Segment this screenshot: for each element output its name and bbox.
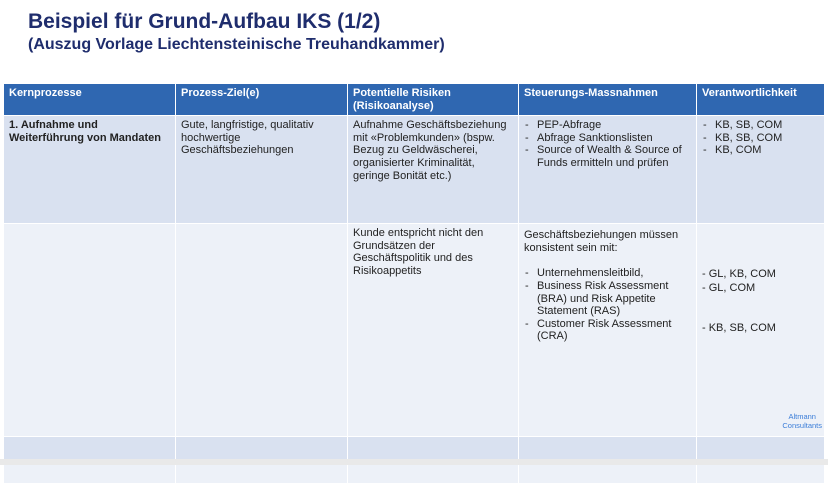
cell-empty [697,437,825,460]
spacer [702,295,819,322]
cell-measures [519,116,697,224]
cell-empty [348,437,519,460]
measures-list [524,267,691,343]
table-header-row [4,84,825,116]
list-item: - Source of Wealth & Source of Funds ermitteln und prüfen [524,144,691,169]
table-row [4,437,825,460]
cell-responsible [697,224,825,437]
header-potentielle-risiken: Potentielle Risiken (Risikoanalyse) [348,84,519,116]
cell-empty [4,437,176,460]
cell-goal: Gute, langfristige, qualitativ hochwertige Geschäftsbeziehungen [176,116,348,224]
list-item: - Customer Risk Assessment (CRA) [524,318,691,343]
company-logo [782,413,822,430]
cell-empty [176,224,348,437]
cell-risk: Kunde entspricht nicht den Grundsätzen der Geschäftspolitik und des Risikoappetits [348,224,519,437]
iks-table-container [3,83,824,484]
responsible-item: - GL, COM [702,281,756,294]
responsible-list [702,119,819,157]
responsible-item: - KB, SB, COM [702,322,776,335]
measures-intro: Geschäftsbeziehungen müssen konsistent sein mit: [524,229,679,254]
cell-responsible [697,116,825,224]
header-verantwortlichkeit: Verantwortlichkeit [697,84,825,116]
logo-line-1: Altmann [788,412,816,421]
list-item: - Abfrage Sanktionslisten [524,132,691,145]
list-item: - KB, SB, COM [702,119,819,132]
table-row [4,116,825,224]
cell-measures [519,224,697,437]
header-prozess-ziele: Prozess-Ziel(e) [176,84,348,116]
cell-risk: Aufnahme Geschäftsbeziehung mit «Problemkunden» (bspw. Bezug zu Geldwäscherei, organisierter Kriminalität, geringe Bonität etc.) [348,116,519,224]
list-item: - Business Risk Assessment (BRA) und Risk Appetite Statement (RAS) [524,280,691,318]
footer-bar [0,459,828,465]
iks-table [3,83,825,484]
slide-subtitle: (Auszug Vorlage Liechtensteinische Treuhandkammer) [28,36,445,53]
cell-empty [4,224,176,437]
logo-line-2: Consultants [782,420,822,430]
header-kernprozesse: Kernprozesse [4,84,176,116]
cell-empty [176,437,348,460]
cell-process: 1. Aufnahme und Weiterführung von Mandaten [4,116,176,224]
measures-list [524,119,691,169]
list-item: - PEP-Abfrage [524,119,691,132]
responsible-item: - GL, KB, COM [702,268,776,281]
list-item: - Unternehmensleitbild, [524,267,691,280]
header-steuerungs-massnahmen: Steuerungs-Massnahmen [519,84,697,116]
cell-empty [519,437,697,460]
list-item: - KB, COM [702,144,819,157]
slide-title: Beispiel für Grund-Aufbau IKS (1/2) [28,10,381,33]
list-item: - KB, SB, COM [702,132,819,145]
table-row [4,224,825,437]
